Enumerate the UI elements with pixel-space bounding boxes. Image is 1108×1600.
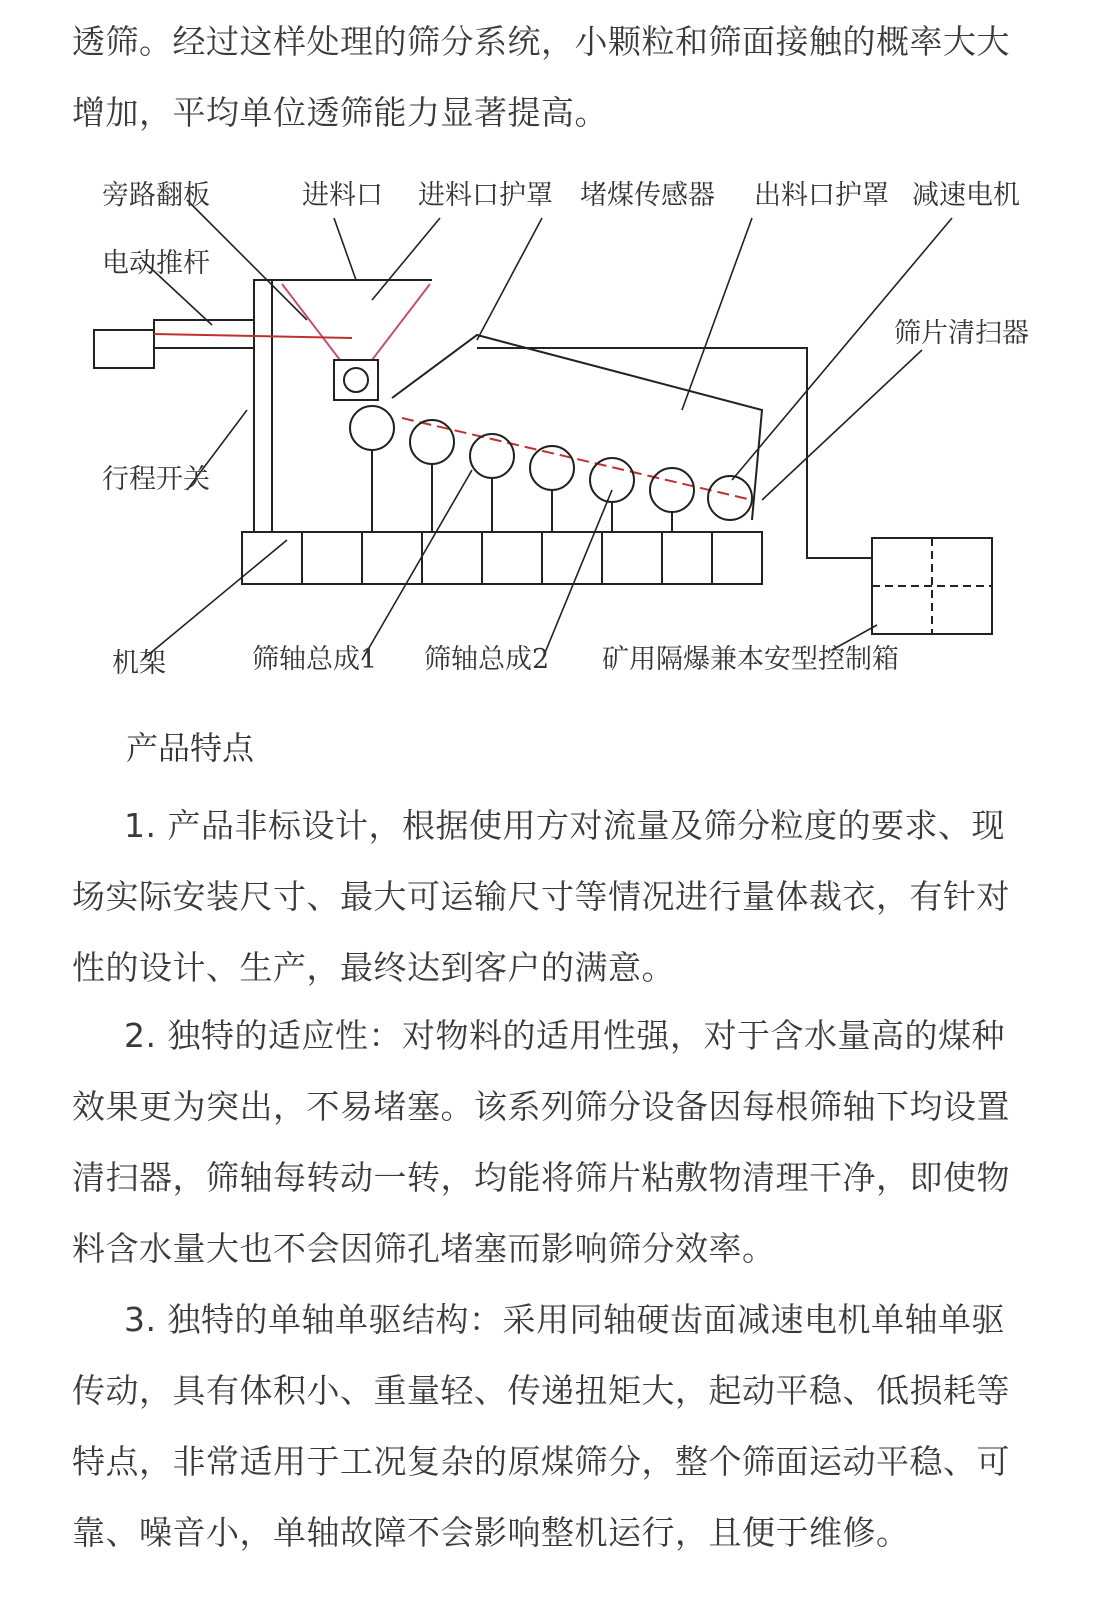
label-discharge-cover: 出料口护罩	[754, 180, 889, 211]
feature-item-2: 2. 独特的适应性：对物料的适用性强，对于含水量高的煤种效果更为突出，不易堵塞。该系列筛分设备因每根筛轴下均设置清扫器，筛轴每转动一转，均能将筛片粘敷物清理干净，即使物料含水量大也不会因筛孔堵塞而影响筛分效率。	[72, 1016, 1010, 1268]
label-frame: 机架	[112, 648, 166, 679]
label-bypass-flap: 旁路翻板	[102, 180, 210, 211]
label-gear-motor: 减速电机	[912, 180, 1020, 211]
feature-item-3: 3. 独特的单轴单驱结构：采用同轴硬齿面减速电机单轴单驱传动，具有体积小、重量轻、传递扭矩大，起动平稳、低损耗等特点，非常适用于工况复杂的原煤筛分，整个筛面运动平稳、可靠、噪音小，单轴故障不会影响整机运行，且便于维修。	[72, 1300, 1010, 1552]
screen-machine-diagram	[72, 160, 1032, 700]
label-control-box: 矿用隔爆兼本安型控制箱	[602, 644, 899, 675]
intro-paragraph: 透筛。经过这样处理的筛分系统，小颗粒和筛面接触的概率大大增加，平均单位透筛能力显著提高。	[72, 22, 1010, 132]
label-shaft-assembly-2: 筛轴总成2	[424, 644, 550, 675]
feature-item-1: 1. 产品非标设计，根据使用方对流量及筛分粒度的要求、现场实际安装尺寸、最大可运输尺寸等情况进行量体裁衣，有针对性的设计、生产，最终达到客户的满意。	[72, 806, 1010, 987]
label-shaft-assembly-1: 筛轴总成1	[252, 644, 378, 675]
features-heading: 产品特点	[126, 729, 255, 767]
frame-base	[242, 532, 762, 584]
label-screen-cleaner: 筛片清扫器	[894, 318, 1029, 349]
label-travel-switch: 行程开关	[102, 464, 210, 495]
label-electric-pusher: 电动推杆	[102, 248, 210, 279]
label-feed-inlet: 进料口	[302, 180, 383, 211]
label-feed-inlet-cover: 进料口护罩	[418, 180, 553, 211]
label-coal-jam-sensor: 堵煤传感器	[580, 180, 715, 211]
